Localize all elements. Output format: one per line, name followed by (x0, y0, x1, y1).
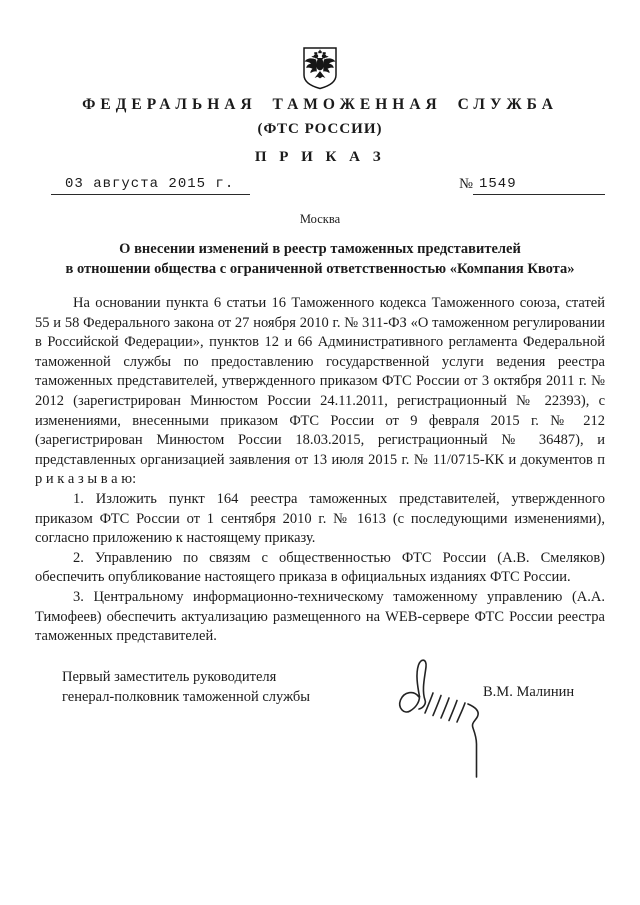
signature-block (0, 648, 640, 808)
emblem-container (35, 46, 605, 90)
document-title-line1: О внесении изменений в реестр таможенных представителей (119, 241, 521, 257)
org-abbreviation: (ФТС РОССИИ) (257, 121, 383, 137)
document-type-heading: П Р И К А З (254, 149, 386, 165)
order-item-3: 3. Центральному информационно-техническому таможенному управлению (А.А. Тимофеев) обеспечить актуализацию размещенного на WEB-сервере ФТС России реестра таможенных представителей. (35, 588, 605, 645)
document-number-field (459, 176, 605, 195)
preamble-paragraph: На основании пункта 6 статьи 16 Таможенного кодекса Таможенного союза, статей 55 и 58 Федерального закона от 27 ноября 2010 г. № 311-ФЗ «О таможенном регулировании в Российской Федерации», пунктов 12 и 66 Административного регламента Федеральной таможенной службы по предоставлению государственной услуги ведения реестра таможенных представителей, утвержденного приказом ФТС России от 3 октября 2011 г. № 2012 (зарегистрирован Минюстом России 24.11.2011, регистрационный № 22393), с изменениями, внесенными приказом ФТС России от 9 февраля 2015 г. № 212 (зарегистрирован Минюстом России 18.03.2015, регистрационный № 36487), и представленных организацией заявления от 13 июля 2015 г. № 11/0715-КК и документов п р и к а з ы в а ю: (35, 295, 605, 488)
document-date: 03 августа 2015 г. (51, 176, 250, 195)
city-label: Москва (299, 212, 341, 226)
signer-position-line1: Первый заместитель руководителя (62, 669, 277, 685)
document-content (35, 0, 605, 647)
russia-coat-of-arms-icon (301, 46, 339, 90)
document-title-line2: в отношении общества с ограниченной ответственностью «Компания Квота» (65, 261, 575, 277)
document-body (35, 294, 605, 647)
document-number: 1549 (473, 176, 605, 195)
order-item-1: 1. Изложить пункт 164 реестра таможенных представителей, утвержденного приказом ФТС России от 1 сентября 2010 г. № 1613 (с последующими изменениями), согласно приложению к настоящему приказу. (35, 490, 605, 547)
order-item-2: 2. Управлению по связям с общественностью ФТС России (А.В. Смеляков) обеспечить опубликование настоящего приказа в официальных изданиях ФТС России. (35, 549, 605, 586)
signer-position (62, 668, 310, 707)
handwritten-signature-icon (392, 650, 502, 782)
number-sign: № (459, 176, 473, 192)
document-title (35, 239, 605, 279)
requisites-row (35, 176, 605, 195)
signer-name: В.М. Малинин (483, 684, 575, 700)
signer-position-line2: генерал-полковник таможенной службы (62, 688, 311, 705)
org-name: ФЕДЕРАЛЬНАЯ ТАМОЖЕННАЯ СЛУЖБА (82, 96, 558, 113)
